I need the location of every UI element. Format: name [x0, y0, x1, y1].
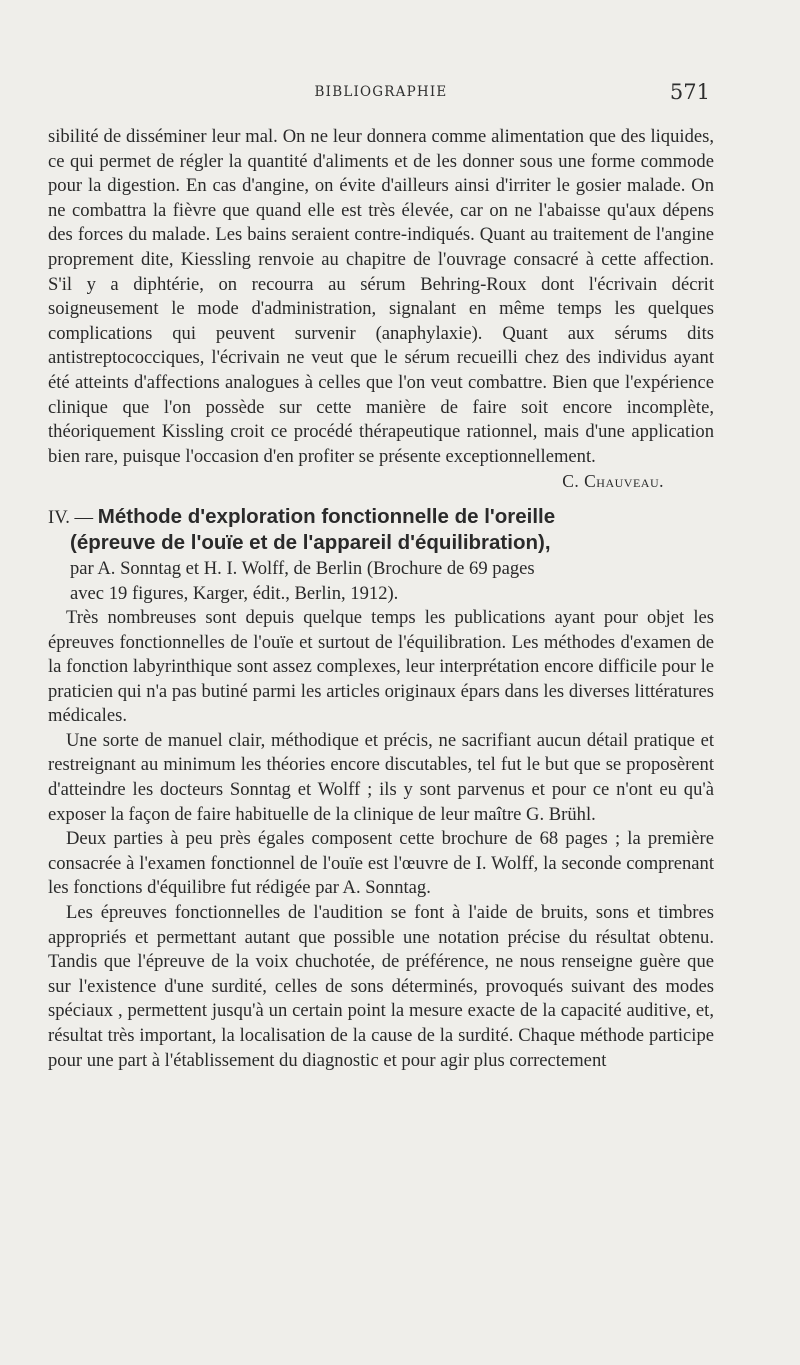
- section-subtitle: (épreuve de l'ouïe et de l'appareil d'équilibration),: [70, 530, 551, 554]
- section-title-line-2: [48, 530, 714, 556]
- section-heading: [48, 504, 714, 606]
- section-title-line-1: [48, 504, 714, 530]
- section-title: Méthode d'exploration fonctionnelle de l'oreille: [97, 504, 556, 528]
- page-number: 571: [669, 80, 710, 104]
- citation-line-2: avec 19 figures, Karger, édit., Berlin, 1912).: [70, 582, 399, 604]
- body-paragraph: Très nombreuses sont depuis quelque temps les publications ayant pour objet les épreuves fonctionnelles de l'ouïe et surtout de l'équilibration. Les méthodes d'examen de la fonction labyrinthique sont assez complexes, leur interprétation encore difficile pour le praticien qui n'a pas butiné parmi les articles originaux épars dans les diverses littératures médicales.: [48, 606, 714, 727]
- citation-line-1: par A. Sonntag et H. I. Wolff, de Berlin (Brochure de 69 pages: [70, 557, 535, 579]
- body-paragraph: Les épreuves fonctionnelles de l'audition se font à l'aide de bruits, sons et timbres appropriés et permettant autant que possible une notation précise du résultat obtenu. Tandis que l'épreuve de la voix chuchotée, de préférence, ne nous renseigne guère que sur l'existence d'une surdité, celles de sons déterminés, provoqués suivant des modes spéciaux , permettent jusqu'à un certain point la mesure exacte de la capacité auditive, et, résultat très important, la localisation de la cause de la surdité. Chaque méthode participe pour une part à l'établissement du diagnostic et pour agir plus correctement: [48, 902, 714, 1071]
- page-body: [48, 125, 714, 1073]
- review-signature: C. Chauveau.: [562, 471, 664, 492]
- section-number: IV. —: [48, 506, 94, 528]
- running-title: BIBLIOGRAPHIE: [314, 84, 448, 100]
- review-paragraph: sibilité de disséminer leur mal. On ne leur donnera comme alimentation que des liquides, ce qui permet de régler la quantité d'aliments et de les donner sous une forme commode pour la digestion. En cas d'angine, on évite d'ailleurs ainsi d'irriter le gosier malade. On ne combattra la fièvre que quand elle est très élevée, car on ne l'abaisse qu'aux dépens des forces du malade. Les bains seraient contre-indiqués. Quant au traitement de l'angine proprement dite, Kiessling renvoie au chapitre de l'ouvrage consacré à cette affection. S'il y a diphtérie, on recourra au sérum Behring-Roux dont l'écrivain décrit soigneusement le mode d'administration, signalant en même temps les quelques complications qui peuvent survenir (anaphylaxie). Quant aux sérums dits antistreptococciques, l'écrivain ne veut que le sérum recueilli chez des individus ayant été atteints d'affections analogues à celles que l'on veut combattre. Bien que l'expérience clinique que l'on possède sur cette manière de faire soit encore incomplète, théoriquement Kissling croit ce procédé thérapeutique rationnel, mais d'une application bien rare, puisque l'occasion d'en profiter se présente exceptionnellement.: [48, 126, 714, 467]
- body-paragraph: Deux parties à peu près égales composent cette brochure de 68 pages ; la première consacrée à l'examen fonctionnel de l'ouïe est l'œuvre de I. Wolff, la seconde comprenant les fonctions d'équilibre fut rédigée par A. Sonntag.: [48, 828, 714, 899]
- running-head: [48, 80, 714, 106]
- body-paragraph: Une sorte de manuel clair, méthodique et précis, ne sacrifiant aucun détail pratique et restreignant au minimum les théories encore discutables, tel fut le but que se proposèrent d'atteindre les docteurs Sonntag et Wolff ; ils y sont parvenus et pour ce n'ont eu qu'à exposer la façon de faire habituelle de la clinique de leur maître G. Brühl.: [48, 729, 714, 825]
